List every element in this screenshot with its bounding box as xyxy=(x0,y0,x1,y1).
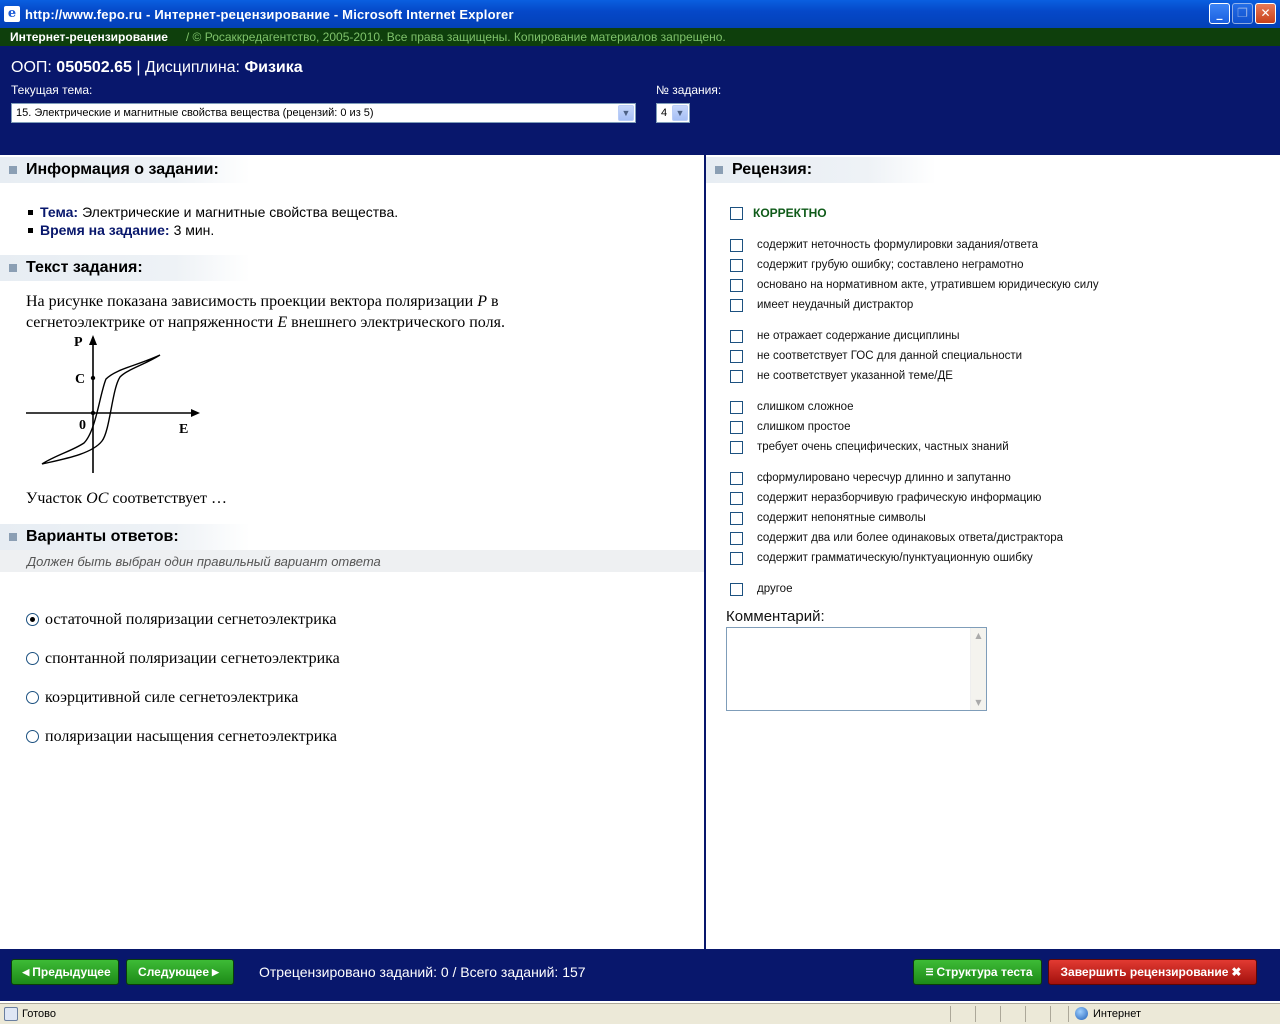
task-info-heading xyxy=(0,157,250,183)
next-button[interactable] xyxy=(126,959,234,985)
prev-button-label: Предыдущее xyxy=(32,965,111,979)
review-criterion-row[interactable] xyxy=(730,490,1041,506)
maximize-icon[interactable]: ❐ xyxy=(1232,3,1253,24)
review-criterion-row[interactable] xyxy=(730,530,1063,546)
answer-radio[interactable] xyxy=(26,691,39,704)
answer-option[interactable] xyxy=(26,639,340,678)
answer-option[interactable] xyxy=(26,678,340,717)
task-number-select[interactable] xyxy=(656,103,690,123)
scroll-up-icon[interactable]: ▲ xyxy=(975,631,982,640)
answer-label: спонтанной поляризации сегнетоэлектрика xyxy=(45,649,340,667)
criterion-checkbox[interactable] xyxy=(730,441,743,454)
browser-statusbar xyxy=(0,1003,1280,1024)
criterion-checkbox[interactable] xyxy=(730,350,743,363)
ie-logo-icon: e xyxy=(4,6,20,22)
review-criterion-row[interactable] xyxy=(730,581,792,597)
answer-radio[interactable] xyxy=(26,652,39,665)
criterion-checkbox[interactable] xyxy=(730,492,743,505)
prev-button[interactable] xyxy=(11,959,119,985)
review-criterion-row[interactable] xyxy=(730,470,1011,486)
browser-titlebar xyxy=(0,0,1280,28)
page-header xyxy=(0,46,1280,155)
criterion-label: сформулировано чересчур длинно и запутанно xyxy=(757,472,1011,484)
criterion-checkbox[interactable] xyxy=(730,330,743,343)
criterion-label: требует очень специфических, частных знаний xyxy=(757,441,1009,453)
header-separator: | xyxy=(136,59,141,76)
criterion-checkbox[interactable] xyxy=(730,552,743,565)
question-text: соответствует … xyxy=(108,490,227,507)
task-statement xyxy=(26,291,626,333)
task-info-list xyxy=(28,203,398,239)
task-number-label: № задания: xyxy=(656,83,722,97)
criterion-label: другое xyxy=(757,583,793,595)
oop-code: 050502.65 xyxy=(56,59,132,76)
hysteresis-graph xyxy=(24,333,204,473)
globe-icon xyxy=(1075,1007,1088,1020)
criterion-checkbox[interactable] xyxy=(730,472,743,485)
test-structure-button[interactable] xyxy=(913,959,1042,985)
section-bullet-icon xyxy=(715,166,723,174)
chevron-down-icon: ▼ xyxy=(672,105,688,121)
discipline-name: Физика xyxy=(244,59,303,76)
review-pane xyxy=(706,155,1280,949)
page-icon xyxy=(4,1007,18,1021)
arrow-left-icon: ◀ xyxy=(22,966,30,977)
criterion-label: слишком простое xyxy=(757,421,851,433)
statusbar-divider xyxy=(950,1006,951,1022)
correct-label: КОРРЕКТНО xyxy=(753,206,827,220)
info-theme-key: Тема: xyxy=(40,204,79,220)
review-criterion-row[interactable] xyxy=(730,510,926,526)
correct-checkbox[interactable] xyxy=(730,207,743,220)
criterion-checkbox[interactable] xyxy=(730,401,743,414)
statement-text: внешнего электрического поля. xyxy=(287,314,505,331)
info-theme-value: Электрические и магнитные свойства вещества. xyxy=(82,204,399,220)
statement-text: На рисунке показана зависимость проекции вектора поляризации xyxy=(26,293,478,310)
review-criterion-row[interactable] xyxy=(730,419,850,435)
task-pane xyxy=(0,155,704,949)
e-axis-arrow-icon xyxy=(191,409,200,417)
oop-prefix: ООП: xyxy=(11,59,52,76)
arrow-right-icon: ▶ xyxy=(212,966,219,977)
security-zone: Интернет xyxy=(1093,1008,1141,1020)
p-axis-arrow-icon xyxy=(89,335,97,345)
criterion-label: содержит неточность формулировки задания/ответа xyxy=(757,239,1039,251)
criterion-checkbox[interactable] xyxy=(730,279,743,292)
close-x-icon: ✖ xyxy=(1231,965,1242,979)
answer-label: остаточной поляризации сегнетоэлектрика xyxy=(45,610,337,628)
hysteresis-loop xyxy=(42,355,160,464)
statement-text: сегнетоэлектрике от напряженности xyxy=(26,314,278,331)
criterion-label: не соответствует ГОС для данной специальности xyxy=(757,350,1023,362)
square-bullet-icon xyxy=(28,228,33,233)
comment-textarea[interactable] xyxy=(726,627,987,711)
answer-label: поляризации насыщения сегнетоэлектрика xyxy=(45,727,337,745)
minimize-icon[interactable]: _ xyxy=(1209,3,1230,24)
task-text-heading-text: Текст задания: xyxy=(26,259,143,276)
criterion-label: содержит непонятные символы xyxy=(757,512,926,524)
finish-review-button[interactable] xyxy=(1048,959,1257,985)
review-criterion-row[interactable] xyxy=(730,277,1099,293)
site-brand: Интернет-рецензирование xyxy=(10,30,168,44)
answer-option[interactable] xyxy=(26,600,340,639)
info-time-key: Время на задание: xyxy=(40,222,170,238)
criterion-checkbox[interactable] xyxy=(730,299,743,312)
statement-var-e: E xyxy=(277,314,288,331)
answers-heading xyxy=(0,524,250,550)
question-text: Участок xyxy=(26,490,87,507)
section-bullet-icon xyxy=(9,166,17,174)
criterion-checkbox[interactable] xyxy=(730,512,743,525)
answer-radio[interactable] xyxy=(26,730,39,743)
question-line xyxy=(26,490,227,508)
test-structure-label: Структура теста xyxy=(936,965,1033,979)
criterion-checkbox[interactable] xyxy=(730,532,743,545)
criterion-label: содержит грамматическую/пунктуационную ошибку xyxy=(757,552,1033,564)
answer-radio[interactable] xyxy=(26,613,39,626)
criterion-label: не соответствует указанной теме/ДЕ xyxy=(757,370,953,382)
criterion-label: содержит неразборчивую графическую информацию xyxy=(757,492,1042,504)
graph-label-zero: 0 xyxy=(79,418,86,433)
review-criterion-row[interactable] xyxy=(730,439,1009,455)
review-criterion-row[interactable] xyxy=(730,550,1033,566)
window-controls xyxy=(1209,3,1276,24)
chevron-down-icon: ▼ xyxy=(618,105,634,121)
copyright-text: / © Росаккредагентство, 2005-2010. Все права защищены. Копирование материалов запрещено. xyxy=(185,30,726,44)
task-info-heading-text: Информация о задании: xyxy=(26,161,219,178)
comment-label: Комментарий: xyxy=(726,608,825,625)
review-criterion-row[interactable] xyxy=(730,368,953,384)
graph-label-e: E xyxy=(179,422,189,437)
scroll-down-icon[interactable]: ▼ xyxy=(975,698,982,707)
criterion-label: основано на нормативном акте, утратившем юридическую силу xyxy=(757,279,1099,291)
theme-label: Текущая тема: xyxy=(11,83,93,97)
info-time-value: 3 мин. xyxy=(173,222,215,238)
review-criterion-row[interactable] xyxy=(730,328,960,344)
statusbar-divider xyxy=(1025,1006,1026,1022)
statement-text: в xyxy=(487,293,499,310)
criterion-label: не отражает содержание дисциплины xyxy=(757,330,960,342)
theme-select[interactable] xyxy=(11,103,636,123)
status-text: Готово xyxy=(22,1008,56,1020)
criterion-label: содержит два или более одинаковых ответа/дистрактора xyxy=(757,532,1064,544)
discipline-prefix: Дисциплина: xyxy=(145,59,240,76)
statusbar-divider xyxy=(975,1006,976,1022)
task-text-heading xyxy=(0,255,250,281)
answers-hint: Должен быть выбран один правильный вариант ответа xyxy=(0,550,704,572)
correct-checkbox-row[interactable] xyxy=(730,206,827,220)
list-item xyxy=(28,203,398,221)
statusbar-divider xyxy=(1050,1006,1051,1022)
statement-var-p: P xyxy=(477,293,488,310)
criterion-label: содержит грубую ошибку; составлено неграмотно xyxy=(757,259,1024,271)
review-progress: Отрецензировано заданий: 0 / Всего заданий: 157 xyxy=(259,964,586,980)
comment-scrollbar[interactable] xyxy=(970,628,986,710)
review-criterion-row[interactable] xyxy=(730,257,1024,273)
review-heading-text: Рецензия: xyxy=(732,161,813,178)
theme-select-value: 15. Электрические и магнитные свойства вещества (рецензий: 0 из 5) xyxy=(16,107,374,119)
answer-option[interactable] xyxy=(26,717,340,756)
criterion-checkbox[interactable] xyxy=(730,583,743,596)
site-topbar xyxy=(0,28,1280,46)
criterion-label: слишком сложное xyxy=(757,401,854,413)
review-criterion-row[interactable] xyxy=(730,348,1022,364)
window-title: http://www.fepo.ru - Интернет-рецензирование - Microsoft Internet Explorer xyxy=(25,6,514,22)
section-bullet-icon xyxy=(9,533,17,541)
answer-label: коэрцитивной силе сегнетоэлектрика xyxy=(45,688,299,706)
criterion-checkbox[interactable] xyxy=(730,239,743,252)
page-footer xyxy=(0,949,1280,1001)
review-criterion-row[interactable] xyxy=(730,297,913,313)
criterion-label: имеет неудачный дистрактор xyxy=(757,299,914,311)
task-number-value: 4 xyxy=(661,107,668,119)
criterion-checkbox[interactable] xyxy=(730,370,743,383)
point-c xyxy=(91,376,95,380)
graph-label-c: C xyxy=(75,372,86,387)
finish-review-label: Завершить рецензирование xyxy=(1060,965,1229,979)
statusbar-divider xyxy=(1000,1006,1001,1022)
close-icon[interactable]: ✕ xyxy=(1255,3,1276,24)
square-bullet-icon xyxy=(28,210,33,215)
oop-discipline-line xyxy=(11,59,303,77)
review-criterion-row[interactable] xyxy=(730,237,1038,253)
section-bullet-icon xyxy=(9,264,17,272)
list-icon: ☰ xyxy=(925,966,934,977)
criterion-checkbox[interactable] xyxy=(730,259,743,272)
point-origin xyxy=(91,411,95,415)
answer-options xyxy=(26,600,340,756)
next-button-label: Следующее xyxy=(138,965,210,979)
question-var-oc: OC xyxy=(86,490,109,507)
review-heading xyxy=(706,157,936,183)
statusbar-divider xyxy=(1068,1006,1069,1022)
answers-heading-text: Варианты ответов: xyxy=(26,528,179,545)
graph-label-p: P xyxy=(74,335,83,350)
criterion-checkbox[interactable] xyxy=(730,421,743,434)
list-item xyxy=(28,221,398,239)
review-criterion-row[interactable] xyxy=(730,399,853,415)
